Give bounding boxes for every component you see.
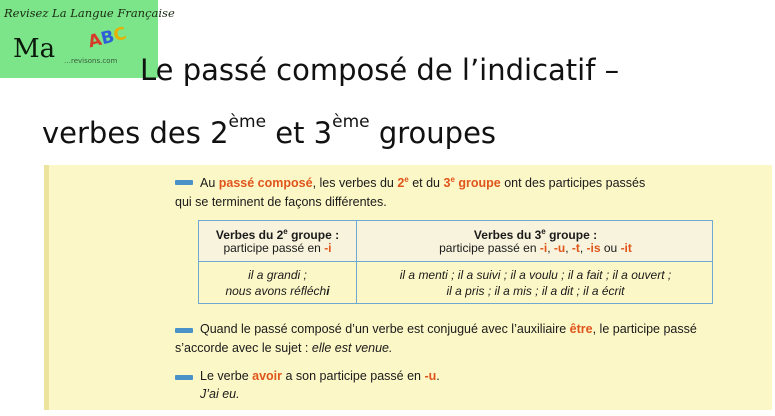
rule-paragraph-3: Le verbe avoir a son participe passé en -u.	[200, 369, 440, 383]
col1-subheader: participe passé en -i	[223, 241, 332, 255]
title-line-2: verbes des 2ème et 3ème groupes	[42, 112, 497, 150]
col2-examples-2: il a pris ; il a mis ; il a dit ; il a écrit	[446, 284, 625, 298]
bullet-dash-icon	[175, 328, 193, 333]
lesson-panel	[44, 165, 772, 410]
col1-example-2: nous avons réfléchi	[225, 284, 330, 298]
rule-paragraph-2: Quand le passé composé d’un verbe est conjugué avec l’auxiliaire être, le participe passé	[200, 322, 697, 336]
bullet-dash-icon	[175, 180, 193, 185]
table-row-divider	[199, 261, 712, 262]
logo-ma: Ma	[13, 34, 56, 64]
rule-paragraph-1-line-2: qui se terminent de façons différentes.	[175, 195, 387, 209]
col2-examples-1: il a menti ; il a suivi ; il a voulu ; il a fait ; il a ouvert ;	[399, 268, 672, 282]
logo-abc-icon: ABC	[86, 23, 129, 53]
example-jai-eu: J’ai eu.	[200, 387, 240, 401]
title-line-1: Le passé composé de l’indicatif –	[140, 53, 620, 87]
logo-url: …revisons.com	[64, 57, 118, 65]
col1-header: Verbes du 2e groupe :	[215, 227, 340, 242]
page-title	[42, 50, 762, 153]
participle-table	[198, 220, 713, 304]
col1-example-1: il a grandi ;	[248, 268, 307, 282]
col2-header: Verbes du 3e groupe :	[473, 227, 598, 242]
bullet-dash-icon	[175, 375, 193, 380]
rule-paragraph-1: Au passé composé, les verbes du 2e et du 3e groupe ont des participes passés	[200, 175, 646, 190]
col2-subheader: participe passé en -i, -u, -t, -is ou -it	[439, 241, 632, 255]
panel-edge	[44, 165, 49, 410]
rule-paragraph-2-line-2: s’accorde avec le sujet : elle est venue.	[175, 341, 393, 355]
logo-tagline: Revisez La Langue Française	[4, 6, 175, 20]
